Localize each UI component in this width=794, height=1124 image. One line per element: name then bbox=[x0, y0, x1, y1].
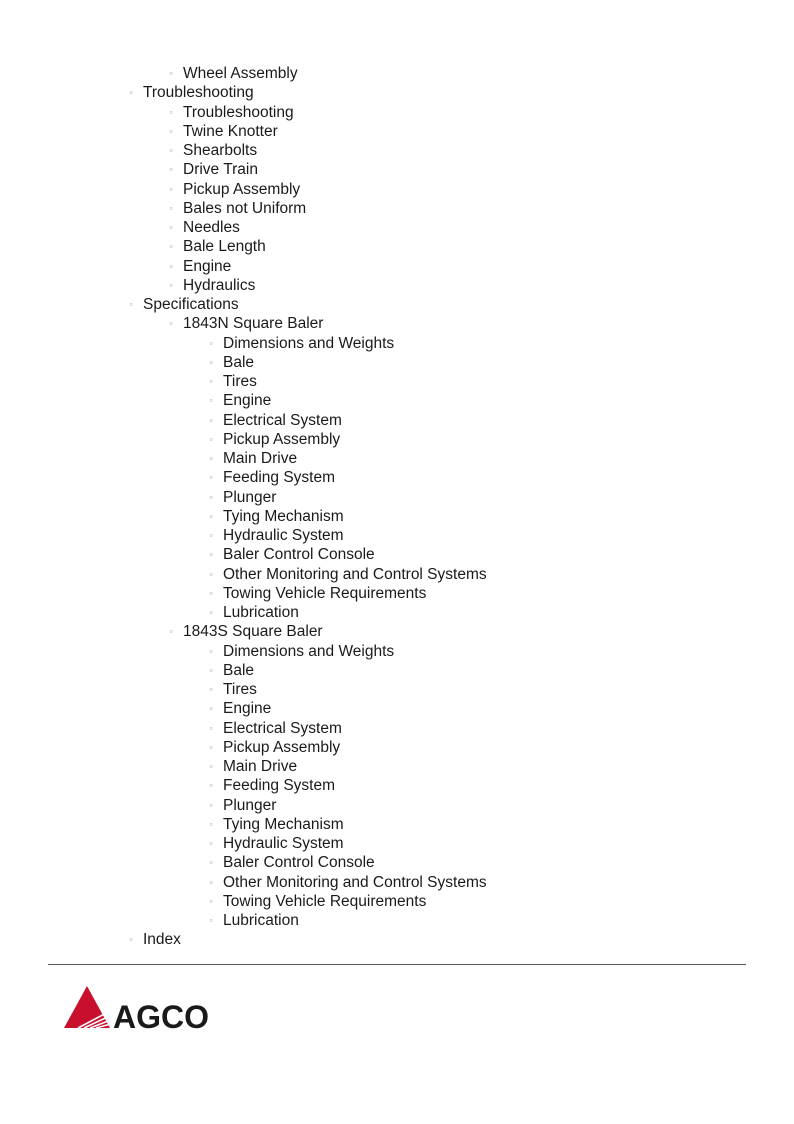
toc-item[interactable] bbox=[0, 565, 794, 584]
bullet-icon: ▫ bbox=[209, 838, 213, 848]
toc-item[interactable] bbox=[0, 545, 794, 564]
bullet-icon: ▫ bbox=[169, 241, 173, 252]
toc-item[interactable] bbox=[0, 276, 794, 295]
toc-item-label: Electrical System bbox=[223, 719, 342, 737]
bullet-icon: ▫ bbox=[209, 549, 213, 560]
toc-item[interactable] bbox=[0, 449, 794, 468]
bullet-icon: ▫ bbox=[209, 453, 213, 463]
toc-item[interactable] bbox=[0, 776, 794, 795]
bullet-icon: ▫ bbox=[209, 915, 213, 925]
bullet-icon: ▫ bbox=[169, 164, 173, 175]
bullet-icon: ▫ bbox=[209, 664, 213, 675]
bullet-icon: ▫ bbox=[169, 145, 173, 155]
toc-item-label: Wheel Assembly bbox=[183, 65, 298, 82]
toc-item-label: Electrical System bbox=[223, 411, 342, 429]
toc-item-label: Feeding System bbox=[223, 777, 335, 795]
toc-item-label: Other Monitoring and Control Systems bbox=[223, 565, 487, 583]
table-of-contents bbox=[0, 64, 794, 950]
agco-triangle-mark bbox=[64, 986, 118, 1028]
toc-item[interactable] bbox=[0, 738, 794, 757]
toc-item[interactable] bbox=[0, 526, 794, 545]
toc-item[interactable] bbox=[0, 237, 794, 256]
toc-item-label: 1843S Square Baler bbox=[183, 623, 323, 641]
bullet-icon: ▫ bbox=[169, 260, 173, 271]
bullet-icon: ▫ bbox=[209, 472, 213, 483]
bullet-icon: ▫ bbox=[209, 607, 213, 617]
toc-item[interactable] bbox=[0, 642, 794, 661]
bullet-icon: ▫ bbox=[209, 684, 213, 694]
toc-item[interactable] bbox=[0, 103, 794, 122]
bullet-icon: ▫ bbox=[129, 299, 133, 309]
toc-item[interactable] bbox=[0, 661, 794, 680]
bullet-icon: ▫ bbox=[169, 183, 173, 194]
bullet-icon: ▫ bbox=[209, 741, 213, 752]
toc-item[interactable] bbox=[0, 372, 794, 391]
toc-item-label: Pickup Assembly bbox=[223, 430, 341, 448]
toc-item[interactable] bbox=[0, 199, 794, 218]
bullet-icon: ▫ bbox=[169, 222, 173, 232]
toc-item-label: Baler Control Console bbox=[223, 546, 375, 564]
toc-item-label: Hydraulic System bbox=[223, 835, 344, 852]
bullet-icon: ▫ bbox=[129, 87, 133, 98]
toc-item[interactable] bbox=[0, 257, 794, 276]
bullet-icon: ▫ bbox=[209, 414, 213, 425]
toc-item[interactable] bbox=[0, 930, 794, 949]
bullet-icon: ▫ bbox=[209, 530, 213, 540]
bullet-icon: ▫ bbox=[209, 761, 213, 771]
agco-logo bbox=[60, 984, 240, 1030]
toc-item-label: Bale bbox=[223, 661, 255, 679]
toc-item-label: Lubrication bbox=[223, 912, 299, 929]
bullet-icon: ▫ bbox=[209, 703, 213, 714]
toc-item[interactable] bbox=[0, 757, 794, 776]
bullet-icon: ▫ bbox=[129, 934, 133, 945]
toc-item[interactable] bbox=[0, 853, 794, 872]
toc-item-label: Troubleshooting bbox=[143, 84, 254, 102]
toc-item-label: Lubrication bbox=[223, 604, 299, 621]
toc-item[interactable] bbox=[0, 160, 794, 179]
toc-item[interactable] bbox=[0, 141, 794, 160]
toc-item-label: Engine bbox=[183, 257, 232, 275]
toc-item[interactable] bbox=[0, 391, 794, 410]
bullet-icon: ▫ bbox=[209, 510, 213, 521]
toc-item[interactable] bbox=[0, 815, 794, 834]
toc-item-label: Drive Train bbox=[183, 161, 258, 179]
toc-item[interactable] bbox=[0, 334, 794, 353]
bullet-icon: ▫ bbox=[209, 780, 213, 791]
toc-item-label: Hydraulics bbox=[183, 276, 256, 294]
toc-item[interactable] bbox=[0, 584, 794, 603]
toc-item-label: Bale Length bbox=[183, 238, 266, 256]
toc-item-label: Dimensions and Weights bbox=[223, 642, 395, 660]
toc-item-label: Needles bbox=[183, 219, 240, 236]
toc-item[interactable] bbox=[0, 834, 794, 853]
toc-item-label: Main Drive bbox=[223, 450, 298, 467]
toc-item[interactable] bbox=[0, 64, 794, 83]
toc-item-label: Tying Mechanism bbox=[223, 507, 344, 525]
toc-item-label: Plunger bbox=[223, 488, 277, 506]
bullet-icon: ▫ bbox=[169, 318, 173, 329]
bullet-icon: ▫ bbox=[209, 491, 213, 502]
bullet-icon: ▫ bbox=[209, 645, 213, 656]
bullet-icon: ▫ bbox=[209, 337, 213, 348]
toc-item[interactable] bbox=[0, 295, 794, 314]
toc-item[interactable] bbox=[0, 314, 794, 333]
bullet-icon: ▫ bbox=[169, 279, 173, 290]
toc-item[interactable] bbox=[0, 911, 794, 930]
bullet-icon: ▫ bbox=[169, 202, 173, 213]
toc-item-label: Pickup Assembly bbox=[183, 180, 301, 198]
toc-item[interactable] bbox=[0, 488, 794, 507]
agco-logo-icon bbox=[60, 984, 240, 1030]
toc-item[interactable] bbox=[0, 796, 794, 815]
toc-item[interactable] bbox=[0, 468, 794, 487]
toc-item-label: Specifications bbox=[143, 296, 239, 313]
toc-item[interactable] bbox=[0, 353, 794, 372]
toc-item-label: Tying Mechanism bbox=[223, 815, 344, 833]
toc-item-label: Shearbolts bbox=[183, 142, 258, 159]
toc-item[interactable] bbox=[0, 699, 794, 718]
agco-logo-text: AGCO bbox=[113, 999, 209, 1030]
toc-item[interactable] bbox=[0, 122, 794, 141]
toc-item-label: Troubleshooting bbox=[183, 103, 294, 121]
toc-item-label: 1843N Square Baler bbox=[183, 315, 324, 333]
bullet-icon: ▫ bbox=[169, 626, 173, 637]
bullet-icon: ▫ bbox=[209, 356, 213, 367]
bullet-icon: ▫ bbox=[169, 125, 173, 136]
toc-item-label: Index bbox=[143, 931, 181, 949]
toc-item[interactable] bbox=[0, 719, 794, 738]
toc-item[interactable] bbox=[0, 507, 794, 526]
toc-item-label: Plunger bbox=[223, 796, 277, 814]
bullet-icon: ▫ bbox=[169, 68, 173, 78]
toc-item-label: Tires bbox=[223, 373, 257, 390]
bullet-icon: ▫ bbox=[209, 876, 213, 887]
toc-item[interactable] bbox=[0, 411, 794, 430]
bullet-icon: ▫ bbox=[209, 895, 213, 906]
toc-item[interactable] bbox=[0, 603, 794, 622]
toc-item-label: Bales not Uniform bbox=[183, 199, 307, 217]
toc-item-label: Engine bbox=[223, 700, 272, 718]
bullet-icon: ▫ bbox=[209, 722, 213, 733]
bullet-icon: ▫ bbox=[209, 395, 213, 406]
toc-item-label: Engine bbox=[223, 392, 272, 410]
bullet-icon: ▫ bbox=[209, 818, 213, 829]
toc-item[interactable] bbox=[0, 83, 794, 102]
toc-item-label: Hydraulic System bbox=[223, 527, 344, 544]
toc-item[interactable] bbox=[0, 873, 794, 892]
toc-item[interactable] bbox=[0, 892, 794, 911]
bullet-icon: ▫ bbox=[169, 106, 173, 117]
bullet-icon: ▫ bbox=[209, 568, 213, 579]
footer-divider bbox=[48, 964, 746, 965]
toc-item-label: Towing Vehicle Requirements bbox=[223, 892, 427, 910]
toc-item-label: Bale bbox=[223, 353, 255, 371]
bullet-icon: ▫ bbox=[209, 376, 213, 386]
toc-item-label: Dimensions and Weights bbox=[223, 334, 395, 352]
toc-item-label: Baler Control Console bbox=[223, 854, 375, 872]
toc-item-label: Feeding System bbox=[223, 469, 335, 487]
toc-item-label: Pickup Assembly bbox=[223, 738, 341, 756]
bullet-icon: ▫ bbox=[209, 857, 213, 868]
toc-item[interactable] bbox=[0, 430, 794, 449]
toc-item-label: Main Drive bbox=[223, 758, 298, 775]
toc-item-label: Towing Vehicle Requirements bbox=[223, 584, 427, 602]
bullet-icon: ▫ bbox=[209, 799, 213, 810]
bullet-icon: ▫ bbox=[209, 433, 213, 444]
toc-item-label: Twine Knotter bbox=[183, 122, 278, 140]
toc-item[interactable] bbox=[0, 680, 794, 699]
toc-item[interactable] bbox=[0, 218, 794, 237]
toc-item[interactable] bbox=[0, 180, 794, 199]
toc-item-label: Other Monitoring and Control Systems bbox=[223, 873, 487, 891]
toc-item[interactable] bbox=[0, 622, 794, 641]
bullet-icon: ▫ bbox=[209, 587, 213, 598]
toc-item-label: Tires bbox=[223, 681, 257, 698]
